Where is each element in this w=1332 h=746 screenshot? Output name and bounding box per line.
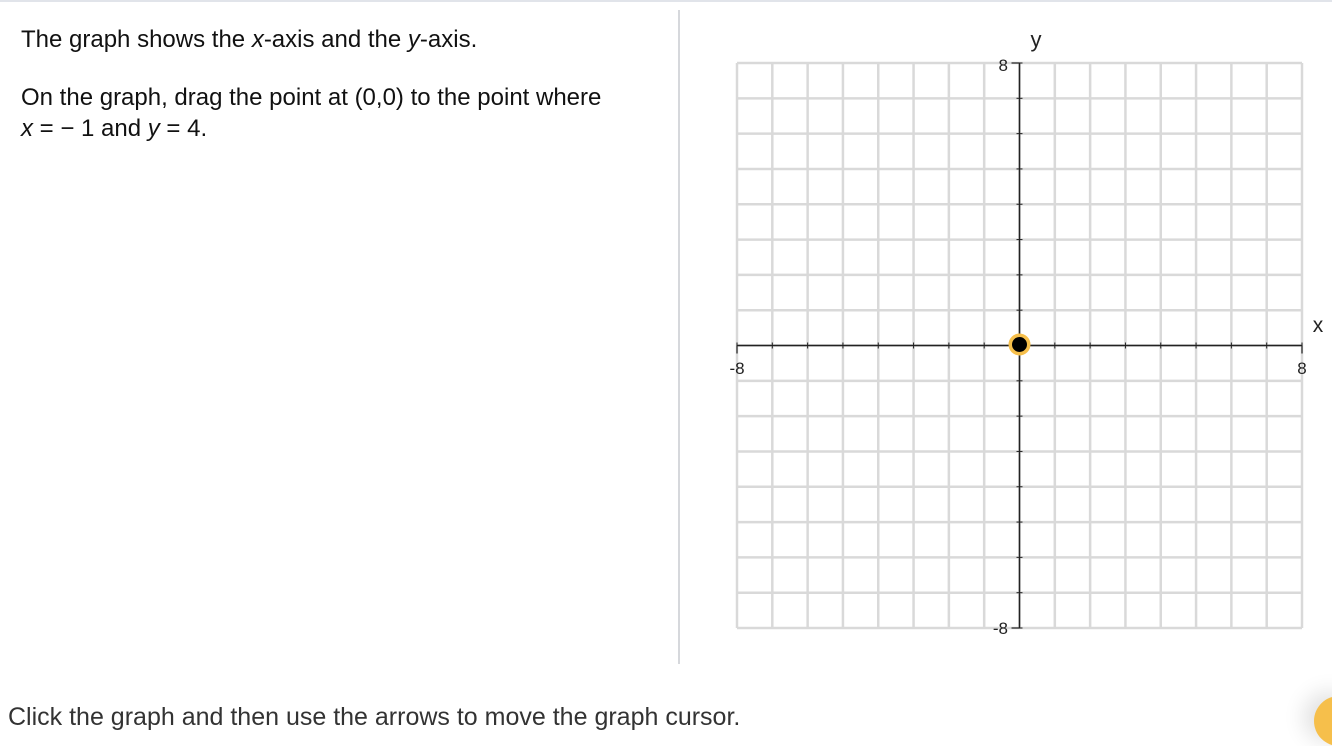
question-text-part: -axis and the bbox=[263, 26, 408, 53]
graph-area[interactable] bbox=[700, 20, 1332, 640]
draggable-point[interactable] bbox=[1009, 334, 1031, 356]
question-line-3 bbox=[21, 113, 671, 144]
coordinate-graph[interactable] bbox=[700, 20, 1332, 640]
x-variable: x bbox=[251, 26, 264, 53]
x-min-label: -8 bbox=[729, 359, 745, 378]
x-axis-label: x bbox=[1312, 314, 1324, 337]
question-text-part: = − 1 and bbox=[33, 115, 148, 142]
question-text bbox=[21, 24, 671, 144]
point-dot[interactable] bbox=[1012, 337, 1027, 352]
question-line-1 bbox=[21, 24, 671, 55]
question-text-part: -axis. bbox=[419, 26, 478, 53]
y-axis-label: y bbox=[1030, 27, 1042, 52]
top-rule bbox=[0, 0, 1332, 2]
y-min-label: -8 bbox=[992, 619, 1008, 638]
question-line-2: On the graph, drag the point at (0,0) to the point where bbox=[21, 84, 602, 111]
help-badge[interactable] bbox=[1314, 696, 1332, 746]
y-variable: y bbox=[147, 115, 160, 142]
question-text-part: The graph shows the bbox=[21, 26, 252, 53]
y-max-label: 8 bbox=[998, 56, 1008, 75]
x-max-label: 8 bbox=[1297, 359, 1307, 378]
x-variable: x bbox=[21, 115, 33, 142]
question-text-part: = 4. bbox=[159, 115, 208, 142]
pane-divider bbox=[678, 10, 680, 664]
y-variable: y bbox=[407, 26, 420, 53]
instruction-text: Click the graph and then use the arrows to move the graph cursor. bbox=[8, 703, 741, 731]
